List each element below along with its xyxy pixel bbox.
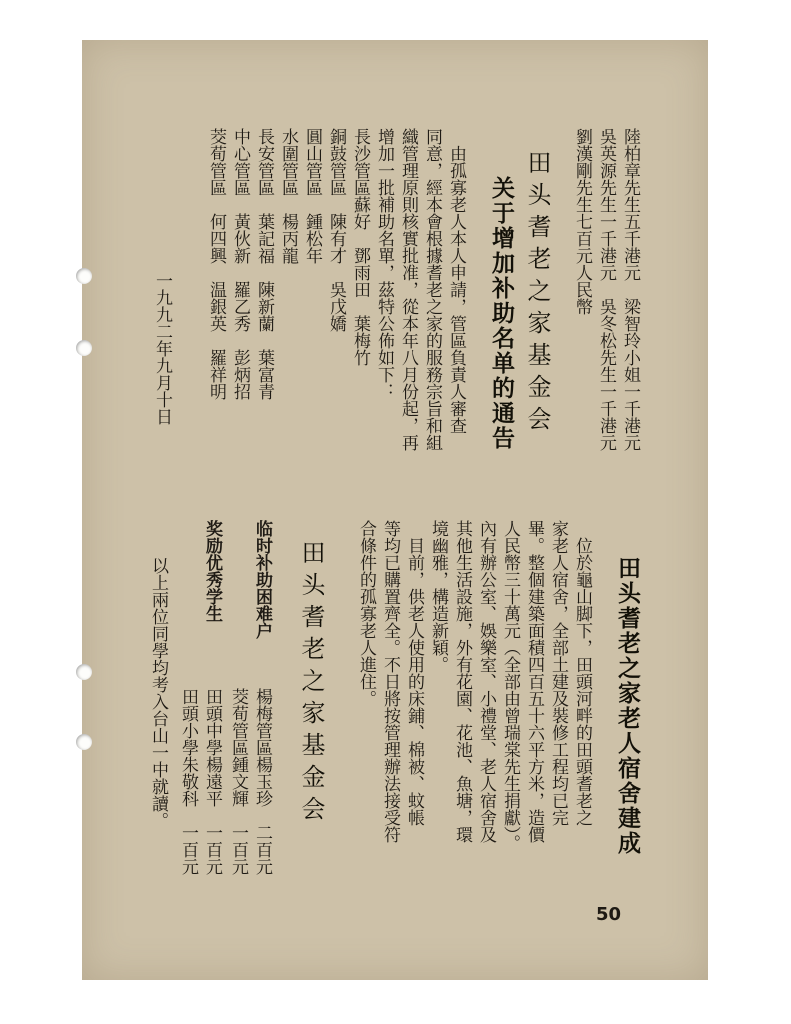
hardship-entry: 楊梅管區楊玉珍 二百元 — [252, 688, 272, 875]
beneficiary-list-item: 長安管區 葉記福 陳新蘭 葉富青 — [254, 128, 274, 400]
award-entry: 田頭小學朱敬科 一百元 — [178, 688, 198, 875]
dormitory-body-line: 位於龜山脚下，田頭河畔的田頭耆老之 — [572, 520, 592, 826]
binding-hole — [76, 664, 92, 680]
dormitory-body-line: 目前，供老人使用的床鋪、棉被、蚊帳 — [404, 520, 424, 826]
beneficiary-list-item: 水圍管區 楊丙龍 — [278, 128, 298, 264]
beneficiary-list-item: 銅鼓管區 陳有才 吳戊嬌 — [326, 128, 346, 332]
notice-date: 一九九二年九月十日 — [152, 272, 172, 425]
notice-body-line: 由孤寡老人本人申請，管區負責人審查 — [446, 128, 466, 434]
notice-body-line: 同意，經本會根據耆老之家的服務宗旨和組 — [422, 128, 442, 451]
donation-line: 吳英源先生一千港元 吳冬松先生一千港元 — [596, 128, 616, 451]
dormitory-body-line: 合條件的孤寡老人進住。 — [356, 520, 376, 707]
dormitory-body-line: 人民幣三十萬元（全部由曾瑞棠先生捐獻）。 — [500, 520, 520, 852]
award-entry: 田頭中學楊遠平 一百元 — [202, 688, 222, 875]
notice-title: 关于增加补助名单的通告 — [488, 176, 514, 451]
dormitory-title: 田头耆老之家老人宿舍建成 — [614, 556, 640, 856]
beneficiary-list-item: 中心管區 黃伙新 羅乙秀 彭炳招 — [230, 128, 250, 400]
hardship-entry: 茭荀管區鍾文輝 一百元 — [228, 688, 248, 875]
notice-body-line: 織管理原則核實批准，從本年八月份起，再 — [398, 128, 418, 451]
dormitory-body-line: 其他生活設施，外有花園、花池、魚塘，環 — [452, 520, 472, 843]
binding-hole — [76, 734, 92, 750]
beneficiary-list-item: 圓山管區 鍾松年 — [302, 128, 322, 264]
dormitory-body-line: 家老人宿舍，全部土建及裝修工程均已完 — [548, 520, 568, 826]
notice-body-line: 增加一批補助名單，茲特公佈如下： — [374, 128, 394, 400]
notice-subtitle: 田头耆老之家基金会 — [523, 150, 551, 438]
dormitory-body-line: 畢。整個建築面積四百五十六平方米，造價 — [524, 520, 544, 843]
dormitory-body-line: 內有辦公室、娛樂室、小禮堂、老人宿舍及 — [476, 520, 496, 843]
donation-line: 陸柏章先生五千港元 梁智玲小姐一千港元 — [620, 128, 640, 451]
dormitory-body-line: 境幽雅，構造新穎。 — [428, 520, 448, 673]
beneficiary-list-item: 長沙管區蘇好 鄧雨田 葉梅竹 — [350, 128, 370, 366]
beneficiary-list-item: 茭荀管區 何四興 温銀英 羅祥明 — [206, 128, 226, 400]
hardship-label: 临时补助困难户 — [252, 520, 272, 639]
binding-hole — [76, 340, 92, 356]
page-number: 50 — [596, 904, 622, 925]
donation-line: 劉漢剛先生七百元人民幣 — [572, 128, 592, 315]
dormitory-body-line: 等均已購置齊全。不日將按管理辦法接受符 — [380, 520, 400, 843]
binding-hole — [76, 268, 92, 284]
award-footer: 以上兩位同學均考入台山一中就讀。 — [148, 540, 168, 829]
award-label: 奖励优秀学生 — [202, 520, 222, 622]
foundation-name: 田头耆老之家基金会 — [297, 540, 325, 828]
